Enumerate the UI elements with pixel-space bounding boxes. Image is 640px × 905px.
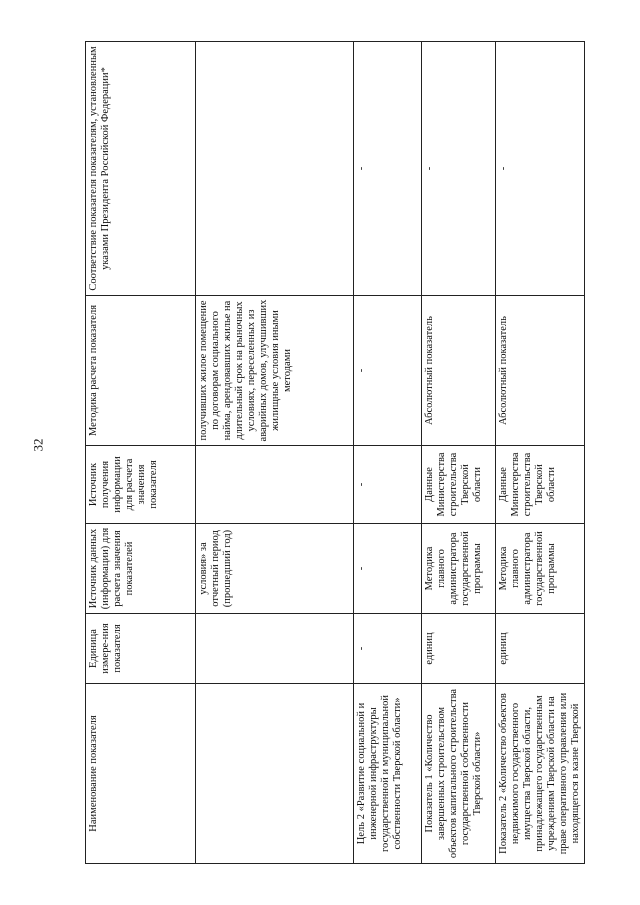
table-cell: получивших жилое помещение по договорам социального найма, арендовавших жилье на длительный срок на рыночных условиях, переселенных из аварийных домов, улучшивших жилищные условия иными методами xyxy=(196,296,354,446)
header-unit: Единица измере-ния показателя xyxy=(86,614,196,684)
table-cell: Показатель 1 «Количество завершенных строительством объектов капитального строительства государственной собственности Тверской области» xyxy=(422,684,496,864)
table-cell: - xyxy=(422,42,496,296)
table-row xyxy=(196,42,354,864)
table-cell: - xyxy=(354,614,422,684)
table-row xyxy=(354,42,422,864)
table-cell: единиц xyxy=(422,614,496,684)
header-info-source: Источник получения информации для расчета значения показателя xyxy=(86,446,196,524)
indicator-table-wrapper xyxy=(85,42,582,864)
header-indicator-name: Наименование показателя xyxy=(86,684,196,864)
page-number: 32 xyxy=(30,438,46,452)
rotated-table-container xyxy=(85,42,582,864)
table-cell: Данные Министерства строительства Тверской области xyxy=(496,446,585,524)
header-presidential-decree: Соответствие показателя показателям, установленным указами Президента Российской Федерации* xyxy=(86,42,196,296)
table-cell: Показатель 2 «Количество объектов недвижимого государственного имущества Тверской области, принадлежащего государственным учреждениям Тверской области на праве оперативного управления или находящегося в казне Тверской xyxy=(496,684,585,864)
table-cell: единиц xyxy=(496,614,585,684)
table-cell: Методика главного администратора государственной программы xyxy=(496,524,585,614)
table-cell: - xyxy=(354,42,422,296)
table-cell: Абсолютный показатель xyxy=(496,296,585,446)
table-cell: - xyxy=(354,296,422,446)
indicator-table xyxy=(85,41,585,864)
table-cell: - xyxy=(354,446,422,524)
table-cell: Методика главного администратора государственной программы xyxy=(422,524,496,614)
table-cell xyxy=(196,446,354,524)
header-calc-method: Методика расчета показателя xyxy=(86,296,196,446)
table-cell xyxy=(196,684,354,864)
table-row xyxy=(422,42,496,864)
table-cell: - xyxy=(354,524,422,614)
table-row xyxy=(496,42,585,864)
table-cell: Абсолютный показатель xyxy=(422,296,496,446)
table-cell xyxy=(196,614,354,684)
table-header-row xyxy=(86,42,196,864)
table-cell xyxy=(196,42,354,296)
table-cell: Цель 2 «Развитие социальной и инженерной инфраструктуры государственной и муниципальной собственности Тверской области» xyxy=(354,684,422,864)
table-cell: Данные Министерства строительства Тверской области xyxy=(422,446,496,524)
table-cell: - xyxy=(496,42,585,296)
table-cell: условия» за отчетный период (прошедший год) xyxy=(196,524,354,614)
header-data-source: Источник данных (информации) для расчета значения показателей xyxy=(86,524,196,614)
